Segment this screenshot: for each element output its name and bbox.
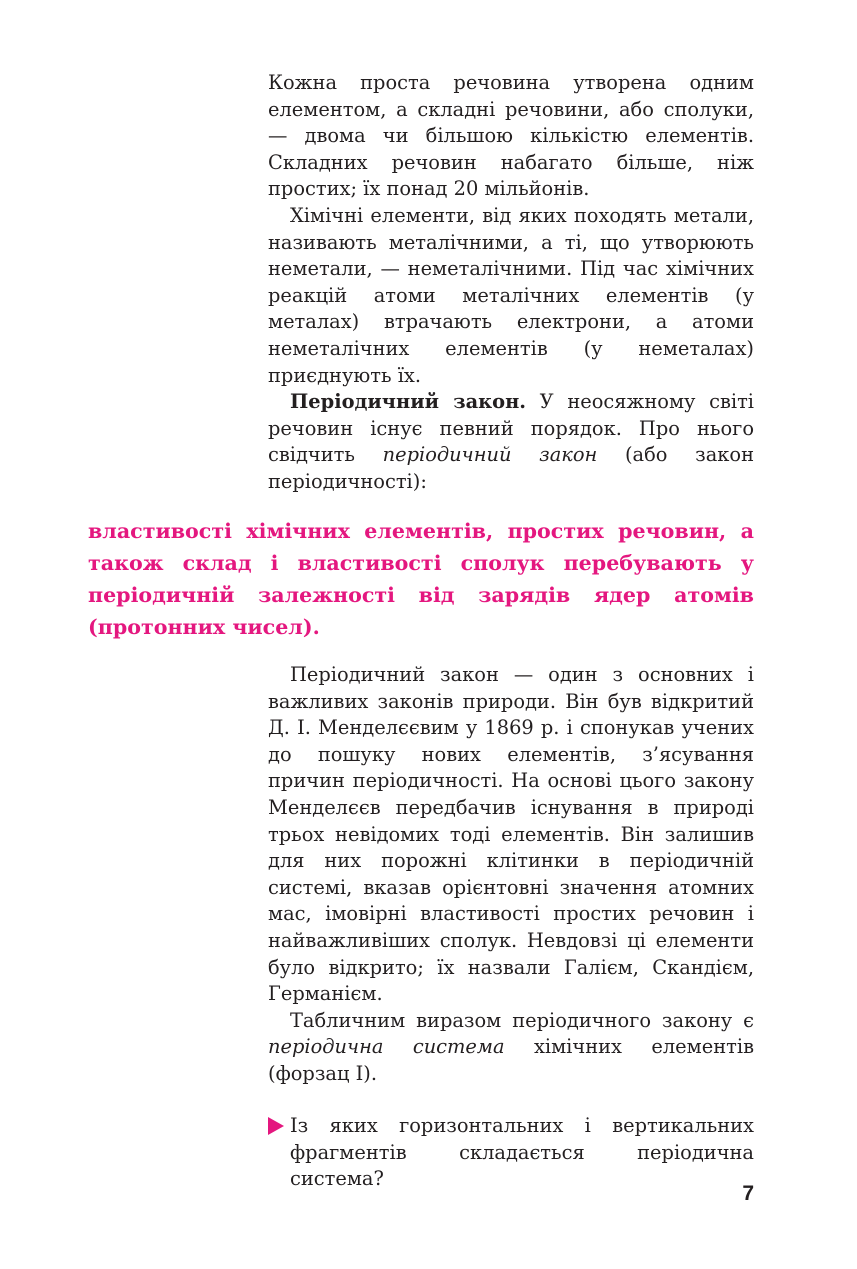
periodic-law-statement: властивості хімічних елементів, простих речовин, а також склад і властивості сполук перебувають у періодичній залежності від зарядів ядер атомів (протонних чисел). <box>88 519 754 639</box>
paragraph-periodic-system <box>268 1008 754 1088</box>
paragraph-simple-complex-substances: Кожна проста речовина утворена одним елементом, а складні речовини, або сполуки, — двома чи більшою кількістю елементів. Складних речовин набагато більше, ніж простих; їх понад 20 мільйонів. <box>268 71 754 201</box>
periodic-law-intro-text-a: У неосяжному світі речовин існує певний порядок. Про нього свідчить <box>268 390 755 467</box>
triangle-marker-icon <box>268 1117 284 1135</box>
term-periodic-law: періодичний закон <box>382 443 598 467</box>
review-question <box>268 1113 754 1193</box>
page-number: 7 <box>742 1182 754 1205</box>
body-text-block <box>268 662 754 1088</box>
periodic-law-intro-text-b: (або закон періодичності): <box>268 443 754 493</box>
section-heading-periodic-law: Періодичний закон. <box>290 390 527 414</box>
paragraph-metallic-elements: Хімічні елементи, від яких походять метали, називають металічними, а ті, що утворюють неметали, — неметалічними. Під час хімічних реакцій атоми металічних елементів (у металах) втрачають електрони, а атоми неметалічних елементів (у неметалах) приєднують їх. <box>268 203 754 387</box>
term-periodic-system: періодична система <box>268 1035 505 1059</box>
review-question-text: Із яких горизонтальних і вертикальних фрагментів складається періодична система? <box>290 1114 754 1191</box>
paragraph-periodic-law-intro <box>268 389 754 495</box>
periodic-system-text-a: Табличним виразом періодичного закону є <box>290 1008 754 1032</box>
periodic-system-text-b: хімічних елементів (форзац І). <box>268 1035 754 1085</box>
paragraph-mendeleev-discovery: Періодичний закон — один з основних і важливих законів природи. Він був відкритий Д. І. Менделєєвим у 1869 р. і спонукав учених до пошуку нових елементів, з’ясування причин періодичності. На основі цього закону Менделєєв передбачив існування в природі трьох невідомих тоді елементів. Він залишив для них порожні клітинки в періодичній системі, вказав орієнтовні значення атомних мас, імовірні властивості простих речовин і найважливіших сполук. Невдовзі ці елементи було відкрито; їх назвали Галієм, Скандієм, Германієм. <box>268 663 754 1006</box>
intro-text-block <box>268 70 754 496</box>
